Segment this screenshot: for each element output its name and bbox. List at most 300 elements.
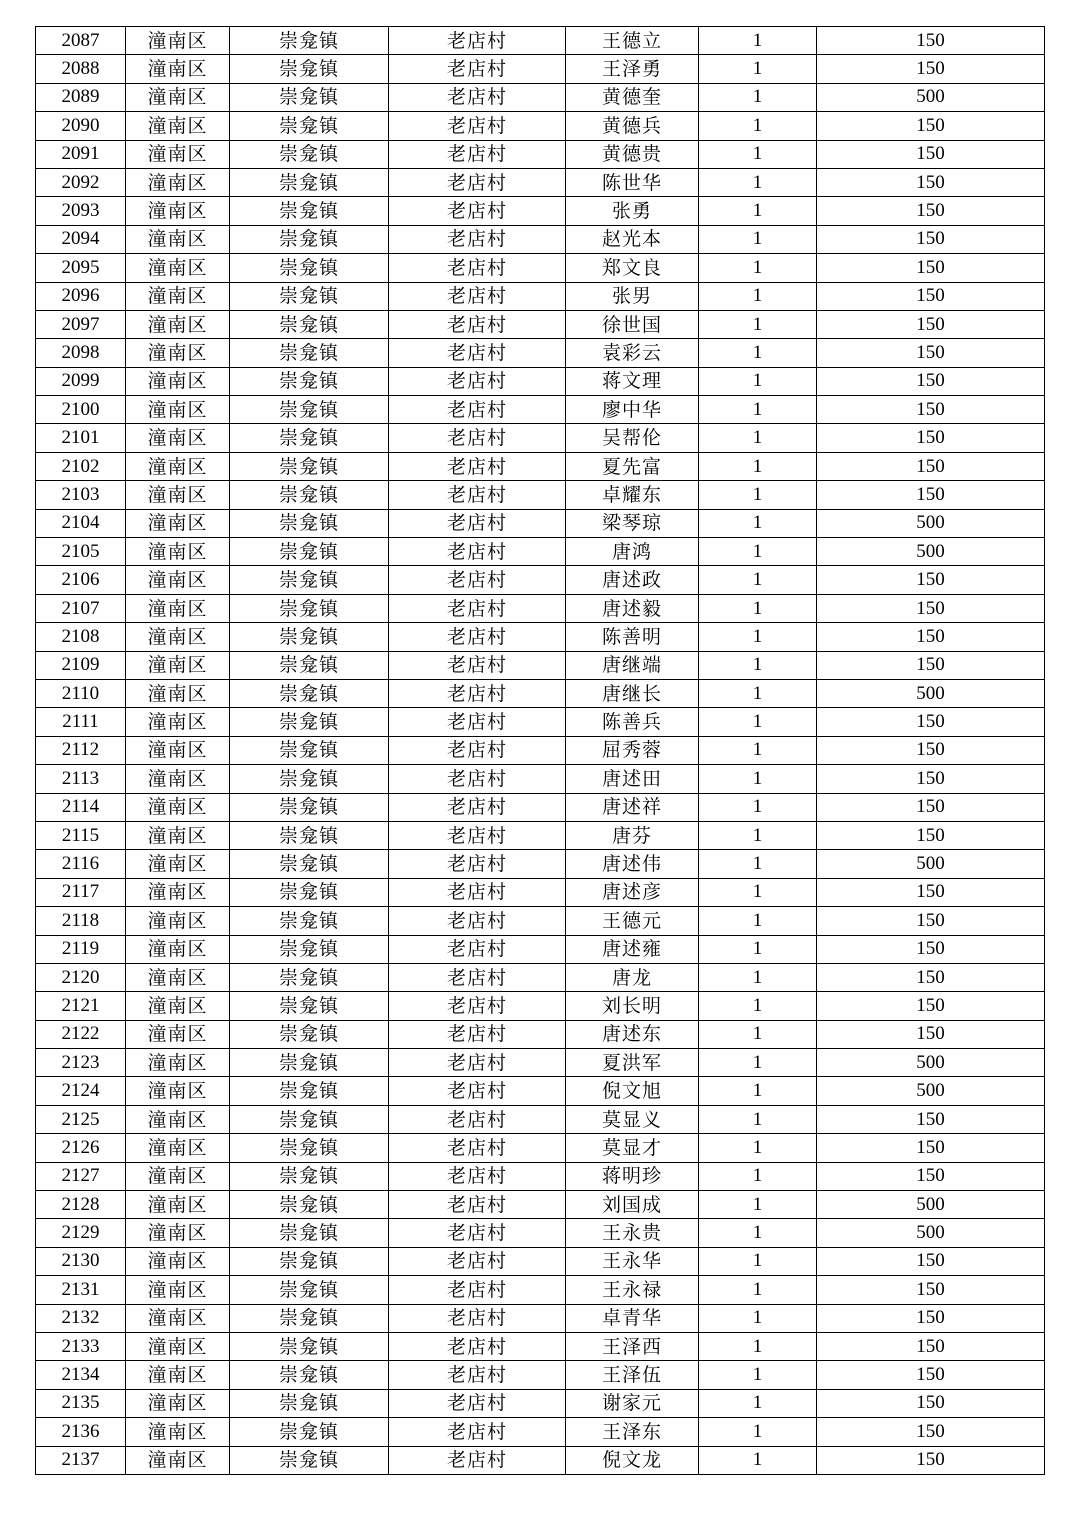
village-cell: 老店村: [389, 1361, 566, 1389]
village-cell: 老店村: [389, 907, 566, 935]
town-cell: 崇龛镇: [230, 367, 389, 395]
table-row: [36, 850, 1045, 878]
count-cell: 1: [699, 310, 817, 338]
village-cell: 老店村: [389, 55, 566, 83]
row-number-cell: 2103: [36, 481, 126, 509]
village-cell: 老店村: [389, 935, 566, 963]
table-row: [36, 339, 1045, 367]
count-cell: 1: [699, 140, 817, 168]
table-row: [36, 992, 1045, 1020]
amount-cell: 150: [817, 1418, 1045, 1446]
row-number-cell: 2131: [36, 1276, 126, 1304]
table-row: [36, 907, 1045, 935]
table-row: [36, 708, 1045, 736]
row-number-cell: 2134: [36, 1361, 126, 1389]
table-row: [36, 452, 1045, 480]
amount-cell: 150: [817, 424, 1045, 452]
amount-cell: 150: [817, 1332, 1045, 1360]
amount-cell: 150: [817, 651, 1045, 679]
row-number-cell: 2128: [36, 1191, 126, 1219]
amount-cell: 150: [817, 140, 1045, 168]
row-number-cell: 2102: [36, 452, 126, 480]
district-cell: 潼南区: [126, 1304, 230, 1332]
town-cell: 崇龛镇: [230, 907, 389, 935]
count-cell: 1: [699, 481, 817, 509]
table-row: [36, 736, 1045, 764]
count-cell: 1: [699, 850, 817, 878]
table-row: [36, 367, 1045, 395]
town-cell: 崇龛镇: [230, 793, 389, 821]
count-cell: 1: [699, 282, 817, 310]
name-cell: 唐述田: [566, 765, 699, 793]
count-cell: 1: [699, 1134, 817, 1162]
row-number-cell: 2110: [36, 679, 126, 707]
town-cell: 崇龛镇: [230, 1191, 389, 1219]
district-cell: 潼南区: [126, 708, 230, 736]
village-cell: 老店村: [389, 623, 566, 651]
district-cell: 潼南区: [126, 140, 230, 168]
amount-cell: 150: [817, 793, 1045, 821]
name-cell: 陈世华: [566, 168, 699, 196]
name-cell: 张勇: [566, 197, 699, 225]
row-number-cell: 2096: [36, 282, 126, 310]
row-number-cell: 2133: [36, 1332, 126, 1360]
town-cell: 崇龛镇: [230, 55, 389, 83]
town-cell: 崇龛镇: [230, 850, 389, 878]
town-cell: 崇龛镇: [230, 1077, 389, 1105]
table-row: [36, 1219, 1045, 1247]
name-cell: 蒋文理: [566, 367, 699, 395]
row-number-cell: 2129: [36, 1219, 126, 1247]
row-number-cell: 2105: [36, 538, 126, 566]
amount-cell: 150: [817, 225, 1045, 253]
table-row: [36, 197, 1045, 225]
district-cell: 潼南区: [126, 850, 230, 878]
amount-cell: 150: [817, 310, 1045, 338]
village-cell: 老店村: [389, 481, 566, 509]
name-cell: 倪文旭: [566, 1077, 699, 1105]
table-row: [36, 623, 1045, 651]
town-cell: 崇龛镇: [230, 27, 389, 55]
row-number-cell: 2122: [36, 1020, 126, 1048]
town-cell: 崇龛镇: [230, 509, 389, 537]
name-cell: 黄德兵: [566, 112, 699, 140]
table-row: [36, 566, 1045, 594]
village-cell: 老店村: [389, 1191, 566, 1219]
table-row: [36, 1247, 1045, 1275]
district-cell: 潼南区: [126, 1276, 230, 1304]
amount-cell: 150: [817, 708, 1045, 736]
district-cell: 潼南区: [126, 1077, 230, 1105]
count-cell: 1: [699, 1418, 817, 1446]
name-cell: 刘长明: [566, 992, 699, 1020]
district-cell: 潼南区: [126, 793, 230, 821]
name-cell: 屈秀蓉: [566, 736, 699, 764]
village-cell: 老店村: [389, 509, 566, 537]
table-row: [36, 651, 1045, 679]
row-number-cell: 2093: [36, 197, 126, 225]
town-cell: 崇龛镇: [230, 481, 389, 509]
town-cell: 崇龛镇: [230, 566, 389, 594]
village-cell: 老店村: [389, 878, 566, 906]
town-cell: 崇龛镇: [230, 679, 389, 707]
name-cell: 袁彩云: [566, 339, 699, 367]
count-cell: 1: [699, 679, 817, 707]
table-row: [36, 1020, 1045, 1048]
district-cell: 潼南区: [126, 1162, 230, 1190]
row-number-cell: 2095: [36, 254, 126, 282]
town-cell: 崇龛镇: [230, 1049, 389, 1077]
name-cell: 卓耀东: [566, 481, 699, 509]
table-row: [36, 254, 1045, 282]
row-number-cell: 2114: [36, 793, 126, 821]
count-cell: 1: [699, 254, 817, 282]
district-cell: 潼南区: [126, 992, 230, 1020]
village-cell: 老店村: [389, 708, 566, 736]
count-cell: 1: [699, 339, 817, 367]
name-cell: 徐世国: [566, 310, 699, 338]
district-cell: 潼南区: [126, 1389, 230, 1417]
amount-cell: 150: [817, 168, 1045, 196]
amount-cell: 500: [817, 509, 1045, 537]
row-number-cell: 2124: [36, 1077, 126, 1105]
row-number-cell: 2101: [36, 424, 126, 452]
amount-cell: 500: [817, 1077, 1045, 1105]
count-cell: 1: [699, 1276, 817, 1304]
table-row: [36, 1077, 1045, 1105]
count-cell: 1: [699, 1105, 817, 1133]
town-cell: 崇龛镇: [230, 83, 389, 111]
row-number-cell: 2130: [36, 1247, 126, 1275]
row-number-cell: 2089: [36, 83, 126, 111]
village-cell: 老店村: [389, 651, 566, 679]
district-cell: 潼南区: [126, 878, 230, 906]
count-cell: 1: [699, 55, 817, 83]
row-number-cell: 2117: [36, 878, 126, 906]
name-cell: 唐述毅: [566, 594, 699, 622]
table-row: [36, 1191, 1045, 1219]
row-number-cell: 2113: [36, 765, 126, 793]
table-row: [36, 1446, 1045, 1474]
village-cell: 老店村: [389, 254, 566, 282]
table-row: [36, 396, 1045, 424]
count-cell: 1: [699, 821, 817, 849]
count-cell: 1: [699, 396, 817, 424]
district-cell: 潼南区: [126, 1332, 230, 1360]
name-cell: 张男: [566, 282, 699, 310]
row-number-cell: 2104: [36, 509, 126, 537]
amount-cell: 150: [817, 821, 1045, 849]
name-cell: 王泽东: [566, 1418, 699, 1446]
town-cell: 崇龛镇: [230, 225, 389, 253]
count-cell: 1: [699, 935, 817, 963]
name-cell: 廖中华: [566, 396, 699, 424]
amount-cell: 150: [817, 566, 1045, 594]
village-cell: 老店村: [389, 1389, 566, 1417]
row-number-cell: 2092: [36, 168, 126, 196]
town-cell: 崇龛镇: [230, 1219, 389, 1247]
district-cell: 潼南区: [126, 396, 230, 424]
name-cell: 王泽西: [566, 1332, 699, 1360]
district-cell: 潼南区: [126, 225, 230, 253]
table-row: [36, 55, 1045, 83]
count-cell: 1: [699, 1389, 817, 1417]
town-cell: 崇龛镇: [230, 1134, 389, 1162]
town-cell: 崇龛镇: [230, 1276, 389, 1304]
name-cell: 吴帮伦: [566, 424, 699, 452]
amount-cell: 150: [817, 282, 1045, 310]
district-cell: 潼南区: [126, 736, 230, 764]
village-cell: 老店村: [389, 282, 566, 310]
count-cell: 1: [699, 651, 817, 679]
row-number-cell: 2098: [36, 339, 126, 367]
table-row: [36, 1332, 1045, 1360]
row-number-cell: 2106: [36, 566, 126, 594]
row-number-cell: 2107: [36, 594, 126, 622]
village-cell: 老店村: [389, 1219, 566, 1247]
amount-cell: 500: [817, 83, 1045, 111]
amount-cell: 500: [817, 538, 1045, 566]
count-cell: 1: [699, 708, 817, 736]
table-row: [36, 821, 1045, 849]
town-cell: 崇龛镇: [230, 140, 389, 168]
district-cell: 潼南区: [126, 27, 230, 55]
row-number-cell: 2116: [36, 850, 126, 878]
amount-cell: 150: [817, 1247, 1045, 1275]
name-cell: 唐芬: [566, 821, 699, 849]
row-number-cell: 2088: [36, 55, 126, 83]
table-row: [36, 594, 1045, 622]
amount-cell: 150: [817, 594, 1045, 622]
name-cell: 唐述东: [566, 1020, 699, 1048]
amount-cell: 500: [817, 1219, 1045, 1247]
name-cell: 唐述雍: [566, 935, 699, 963]
town-cell: 崇龛镇: [230, 821, 389, 849]
count-cell: 1: [699, 1219, 817, 1247]
town-cell: 崇龛镇: [230, 424, 389, 452]
amount-cell: 150: [817, 55, 1045, 83]
count-cell: 1: [699, 623, 817, 651]
count-cell: 1: [699, 367, 817, 395]
row-number-cell: 2121: [36, 992, 126, 1020]
count-cell: 1: [699, 793, 817, 821]
row-number-cell: 2091: [36, 140, 126, 168]
name-cell: 王泽勇: [566, 55, 699, 83]
district-cell: 潼南区: [126, 83, 230, 111]
district-cell: 潼南区: [126, 594, 230, 622]
table-row: [36, 140, 1045, 168]
town-cell: 崇龛镇: [230, 396, 389, 424]
village-cell: 老店村: [389, 1020, 566, 1048]
town-cell: 崇龛镇: [230, 992, 389, 1020]
district-cell: 潼南区: [126, 452, 230, 480]
row-number-cell: 2123: [36, 1049, 126, 1077]
district-cell: 潼南区: [126, 566, 230, 594]
district-cell: 潼南区: [126, 55, 230, 83]
village-cell: 老店村: [389, 1446, 566, 1474]
village-cell: 老店村: [389, 963, 566, 991]
town-cell: 崇龛镇: [230, 1361, 389, 1389]
table-row: [36, 424, 1045, 452]
village-cell: 老店村: [389, 1162, 566, 1190]
district-cell: 潼南区: [126, 197, 230, 225]
district-cell: 潼南区: [126, 1247, 230, 1275]
row-number-cell: 2119: [36, 935, 126, 963]
town-cell: 崇龛镇: [230, 452, 389, 480]
name-cell: 唐述祥: [566, 793, 699, 821]
count-cell: 1: [699, 112, 817, 140]
count-cell: 1: [699, 1304, 817, 1332]
amount-cell: 500: [817, 1049, 1045, 1077]
name-cell: 唐鸿: [566, 538, 699, 566]
village-cell: 老店村: [389, 367, 566, 395]
district-cell: 潼南区: [126, 282, 230, 310]
district-cell: 潼南区: [126, 1049, 230, 1077]
name-cell: 唐继端: [566, 651, 699, 679]
village-cell: 老店村: [389, 452, 566, 480]
town-cell: 崇龛镇: [230, 1304, 389, 1332]
district-cell: 潼南区: [126, 538, 230, 566]
amount-cell: 150: [817, 367, 1045, 395]
row-number-cell: 2137: [36, 1446, 126, 1474]
village-cell: 老店村: [389, 225, 566, 253]
amount-cell: 150: [817, 396, 1045, 424]
amount-cell: 150: [817, 878, 1045, 906]
town-cell: 崇龛镇: [230, 282, 389, 310]
table-row: [36, 27, 1045, 55]
table-row: [36, 1162, 1045, 1190]
district-cell: 潼南区: [126, 1219, 230, 1247]
town-cell: 崇龛镇: [230, 878, 389, 906]
village-cell: 老店村: [389, 168, 566, 196]
village-cell: 老店村: [389, 1134, 566, 1162]
amount-cell: 150: [817, 112, 1045, 140]
amount-cell: 150: [817, 907, 1045, 935]
village-cell: 老店村: [389, 736, 566, 764]
table-row: [36, 509, 1045, 537]
town-cell: 崇龛镇: [230, 197, 389, 225]
amount-cell: 150: [817, 197, 1045, 225]
name-cell: 刘国成: [566, 1191, 699, 1219]
amount-cell: 150: [817, 254, 1045, 282]
name-cell: 王德元: [566, 907, 699, 935]
district-cell: 潼南区: [126, 168, 230, 196]
table-row: [36, 765, 1045, 793]
village-cell: 老店村: [389, 1077, 566, 1105]
name-cell: 郑文良: [566, 254, 699, 282]
count-cell: 1: [699, 225, 817, 253]
name-cell: 夏先富: [566, 452, 699, 480]
village-cell: 老店村: [389, 594, 566, 622]
name-cell: 莫显义: [566, 1105, 699, 1133]
town-cell: 崇龛镇: [230, 168, 389, 196]
table-row: [36, 935, 1045, 963]
row-number-cell: 2118: [36, 907, 126, 935]
row-number-cell: 2100: [36, 396, 126, 424]
district-cell: 潼南区: [126, 1446, 230, 1474]
village-cell: 老店村: [389, 1105, 566, 1133]
table-row: [36, 1276, 1045, 1304]
count-cell: 1: [699, 907, 817, 935]
count-cell: 1: [699, 83, 817, 111]
amount-cell: 150: [817, 765, 1045, 793]
amount-cell: 150: [817, 1361, 1045, 1389]
name-cell: 王永贵: [566, 1219, 699, 1247]
count-cell: 1: [699, 1049, 817, 1077]
table-row: [36, 1361, 1045, 1389]
town-cell: 崇龛镇: [230, 112, 389, 140]
name-cell: 王德立: [566, 27, 699, 55]
name-cell: 黄德贵: [566, 140, 699, 168]
amount-cell: 150: [817, 27, 1045, 55]
village-cell: 老店村: [389, 83, 566, 111]
district-cell: 潼南区: [126, 1134, 230, 1162]
name-cell: 黄德奎: [566, 83, 699, 111]
town-cell: 崇龛镇: [230, 538, 389, 566]
amount-cell: 150: [817, 1446, 1045, 1474]
village-cell: 老店村: [389, 140, 566, 168]
town-cell: 崇龛镇: [230, 1446, 389, 1474]
count-cell: 1: [699, 1361, 817, 1389]
district-cell: 潼南区: [126, 1418, 230, 1446]
row-number-cell: 2090: [36, 112, 126, 140]
district-cell: 潼南区: [126, 907, 230, 935]
name-cell: 倪文龙: [566, 1446, 699, 1474]
amount-cell: 150: [817, 481, 1045, 509]
count-cell: 1: [699, 594, 817, 622]
name-cell: 赵光本: [566, 225, 699, 253]
town-cell: 崇龛镇: [230, 1389, 389, 1417]
name-cell: 唐述伟: [566, 850, 699, 878]
village-cell: 老店村: [389, 821, 566, 849]
village-cell: 老店村: [389, 679, 566, 707]
name-cell: 王永禄: [566, 1276, 699, 1304]
town-cell: 崇龛镇: [230, 935, 389, 963]
table-row: [36, 83, 1045, 111]
amount-cell: 150: [817, 1020, 1045, 1048]
amount-cell: 150: [817, 452, 1045, 480]
table-row: [36, 1049, 1045, 1077]
town-cell: 崇龛镇: [230, 963, 389, 991]
name-cell: 蒋明珍: [566, 1162, 699, 1190]
table-row: [36, 168, 1045, 196]
name-cell: 王永华: [566, 1247, 699, 1275]
village-cell: 老店村: [389, 197, 566, 225]
district-cell: 潼南区: [126, 112, 230, 140]
name-cell: 夏洪军: [566, 1049, 699, 1077]
count-cell: 1: [699, 1191, 817, 1219]
village-cell: 老店村: [389, 424, 566, 452]
village-cell: 老店村: [389, 1304, 566, 1332]
village-cell: 老店村: [389, 1247, 566, 1275]
village-cell: 老店村: [389, 1332, 566, 1360]
row-number-cell: 2099: [36, 367, 126, 395]
amount-cell: 150: [817, 992, 1045, 1020]
village-cell: 老店村: [389, 310, 566, 338]
district-cell: 潼南区: [126, 1191, 230, 1219]
district-cell: 潼南区: [126, 679, 230, 707]
district-cell: 潼南区: [126, 1105, 230, 1133]
village-cell: 老店村: [389, 1049, 566, 1077]
town-cell: 崇龛镇: [230, 339, 389, 367]
amount-cell: 150: [817, 935, 1045, 963]
count-cell: 1: [699, 1332, 817, 1360]
district-cell: 潼南区: [126, 367, 230, 395]
town-cell: 崇龛镇: [230, 594, 389, 622]
district-cell: 潼南区: [126, 623, 230, 651]
village-cell: 老店村: [389, 27, 566, 55]
town-cell: 崇龛镇: [230, 1247, 389, 1275]
